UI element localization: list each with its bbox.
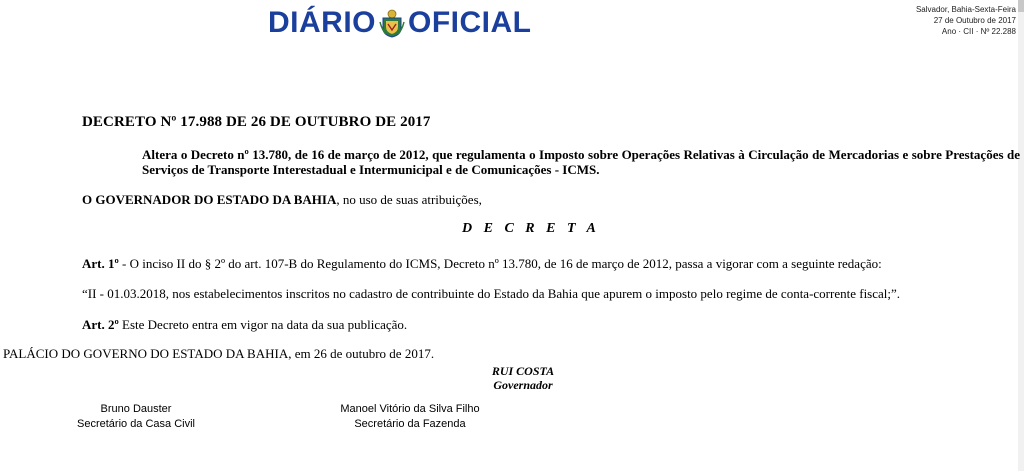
vertical-scrollbar[interactable]: [1018, 0, 1024, 471]
coat-of-arms-icon: [379, 8, 405, 38]
article-1: [82, 256, 882, 272]
logo-text-left: DIÁRIO: [268, 6, 376, 39]
article-1-quote: “II - 01.03.2018, nos estabelecimentos inscritos no cadastro de contribuinte do Estado da Bahia que apurem o imposto pelo regime de conta-corrente fiscal;”.: [82, 286, 901, 301]
logo-text-right: OFICIAL: [408, 6, 532, 39]
edition-date: 27 de Outubro de 2017: [933, 16, 1016, 25]
preamble-text: , no uso de suas atribuições,: [336, 192, 482, 207]
edition-number: Ano · CII · Nº 22.288: [941, 27, 1016, 36]
secretary-2-title: Secretário da Fazenda: [354, 418, 466, 430]
diario-oficial-logo: [268, 6, 532, 40]
decree-summary: Altera o Decreto nº 13.780, de 16 de março de 2012, que regulamenta o Imposto sobre Operações Relativas à Circulação de Mercadorias e sobre Prestações de Serviços de Transporte Interestadual e Intermunicipal e de Comunicações - ICMS.: [142, 147, 1020, 177]
secretary-1-title: Secretário da Casa Civil: [77, 418, 195, 430]
secretary-2-name: Manoel Vitório da Silva Filho: [340, 403, 480, 415]
article-1-text: - O inciso II do § 2º do art. 107-B do Regulamento do ICMS, Decreto nº 13.780, de 16 de março de 2012, passa a vigorar com a seguinte redação:: [118, 256, 882, 271]
secretary-casa-civil: [56, 402, 216, 432]
preamble: [82, 192, 482, 208]
secretary-1-name: Bruno Dauster: [100, 403, 172, 415]
edition-location-date: Salvador, Bahia-Sexta-Feira: [915, 5, 1016, 14]
article-2: [82, 317, 407, 333]
article-1-label: Art. 1º: [82, 256, 119, 271]
scrollbar-thumb[interactable]: [1018, 0, 1024, 12]
decreta-heading: D E C R E T A: [462, 221, 600, 236]
decree-title: DECRETO Nº 17.988 DE 26 DE OUTUBRO DE 2017: [82, 114, 431, 130]
governor-name: RUI COSTA: [491, 364, 555, 378]
preamble-governor: O GOVERNADOR DO ESTADO DA BAHIA: [82, 192, 337, 207]
governor-signature: [458, 364, 588, 392]
governor-title: Governador: [493, 378, 553, 392]
palace-date-line: PALÁCIO DO GOVERNO DO ESTADO DA BAHIA, em 26 de outubro de 2017.: [3, 346, 435, 361]
edition-info: [916, 4, 1016, 37]
article-2-text: Este Decreto entra em vigor na data da sua publicação.: [118, 317, 408, 332]
article-2-label: Art. 2º: [82, 317, 119, 332]
secretary-fazenda: [310, 402, 510, 432]
